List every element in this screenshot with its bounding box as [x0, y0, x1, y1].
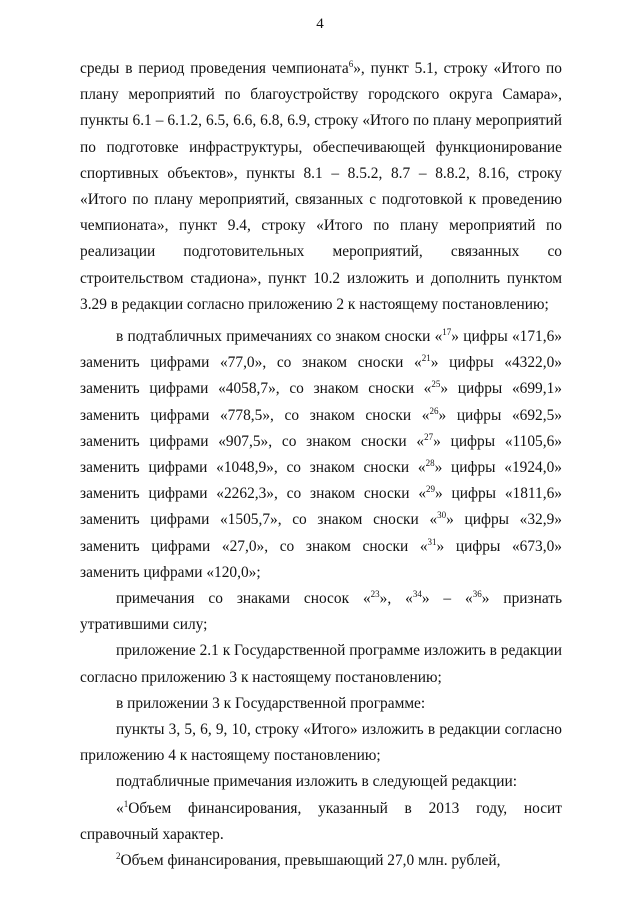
- paragraph-p7: [80, 769, 562, 795]
- text-run: » – «: [421, 590, 473, 608]
- footnote-marker: 6: [348, 58, 354, 69]
- footnote-marker: 28: [425, 457, 435, 468]
- paragraph-p5: [80, 691, 562, 717]
- text-run: среды в период проведения чемпионата: [80, 60, 349, 77]
- footnote-marker: 26: [429, 405, 439, 416]
- text-run: «: [116, 799, 124, 817]
- text-run: пункты 3, 5, 6, 9, 10, строку «Итого» изложить в редакции согласно приложению 4 к настоящему постановлению;: [80, 721, 562, 765]
- paragraph-p8: [80, 796, 562, 848]
- footnote-marker: 23: [370, 588, 380, 599]
- text-run: » цифры «699,1» заменить цифрами «778,5», со знаком сноски «: [80, 380, 562, 424]
- text-run: подтабличные примечания изложить в следующей редакции:: [116, 773, 518, 791]
- paragraph-p6: [80, 717, 562, 769]
- paragraph-p2: [80, 324, 562, 586]
- footnote-marker: 36: [472, 588, 482, 599]
- footnote-marker: 30: [437, 510, 447, 521]
- text-run: » признать утратившими силу;: [80, 590, 562, 634]
- footnote-marker: 21: [421, 353, 431, 364]
- text-run: » цифры «673,0» заменить цифрами «120,0»;: [80, 537, 562, 581]
- document-body: [80, 56, 562, 874]
- footnote-marker: 2: [116, 850, 121, 861]
- footnote-marker: 27: [424, 431, 434, 442]
- footnote-marker: 34: [412, 588, 422, 599]
- text-run: » цифры «1811,6» заменить цифрами «1505,7», со знаком сноски «: [80, 485, 562, 529]
- text-run: », «: [379, 590, 413, 608]
- footnote-marker: 31: [427, 536, 437, 547]
- text-run: » цифры «32,9» заменить цифрами «27,0», со знаком сноски «: [80, 511, 562, 555]
- text-run: » цифры «1105,6» заменить цифрами «1048,9», со знаком сноски «: [80, 432, 562, 477]
- text-run: Объем финансирования, указанный в 2013 году, носит справочный характер.: [80, 799, 562, 843]
- text-run: » цифры «1924,0» заменить цифрами «2262,3», со знаком сноски «: [80, 459, 562, 503]
- text-run: примечания со знаками сносок «: [116, 590, 371, 608]
- paragraph-p1: [80, 56, 562, 318]
- footnote-marker: 25: [431, 379, 441, 390]
- paragraph-p3: [80, 586, 562, 638]
- text-run: » цифры «692,5» заменить цифрами «907,5», со знаком сноски «: [80, 406, 562, 450]
- footnote-marker: 17: [442, 326, 452, 337]
- footnote-marker: 29: [426, 484, 436, 495]
- text-run: », пункт 5.1, строку «Итого по плану мероприятий по благоустройству городского округа Самара», пункты 6.1 – 6.1.2, 6.5, 6.6, 6.8, 6.9, строку «Итого по плану мероприятий по подготовке инфраструктуры, обеспечивающей функционирование спортивных объектов», пункты 8.1 – 8.5.2, 8.7 – 8.8.2, 8.16, строку «Итого по плану мероприятий, связанных с подготовкой к проведению чемпионата», пункт 9.4, строку «Итого по плану мероприятий по реализации подготовительных мероприятий, связанных со строительством стадиона», пункт 10.2 изложить и дополнить пунктом 3.29 в редакции согласно приложению 2 к настоящему постановлению;: [80, 60, 562, 313]
- footnote-marker: 1: [123, 798, 129, 809]
- page-number: 4: [316, 16, 324, 32]
- text-run: приложение 2.1 к Государственной программе изложить в редакции согласно приложению 3 к настоящему постановлению;: [80, 642, 562, 686]
- text-run: » цифры «171,6» заменить цифрами «77,0», со знаком сноски «: [80, 328, 562, 372]
- paragraph-p9: [80, 848, 562, 874]
- text-run: Объем финансирования, превышающий 27,0 млн. рублей,: [120, 852, 501, 870]
- text-run: в приложении 3 к Государственной программе:: [116, 694, 426, 712]
- paragraph-p4: [80, 638, 562, 690]
- text-run: в подтабличных примечаниях со знаком сноски «: [116, 328, 443, 346]
- text-run: » цифры «4322,0» заменить цифрами «4058,7», со знаком сноски «: [80, 354, 562, 398]
